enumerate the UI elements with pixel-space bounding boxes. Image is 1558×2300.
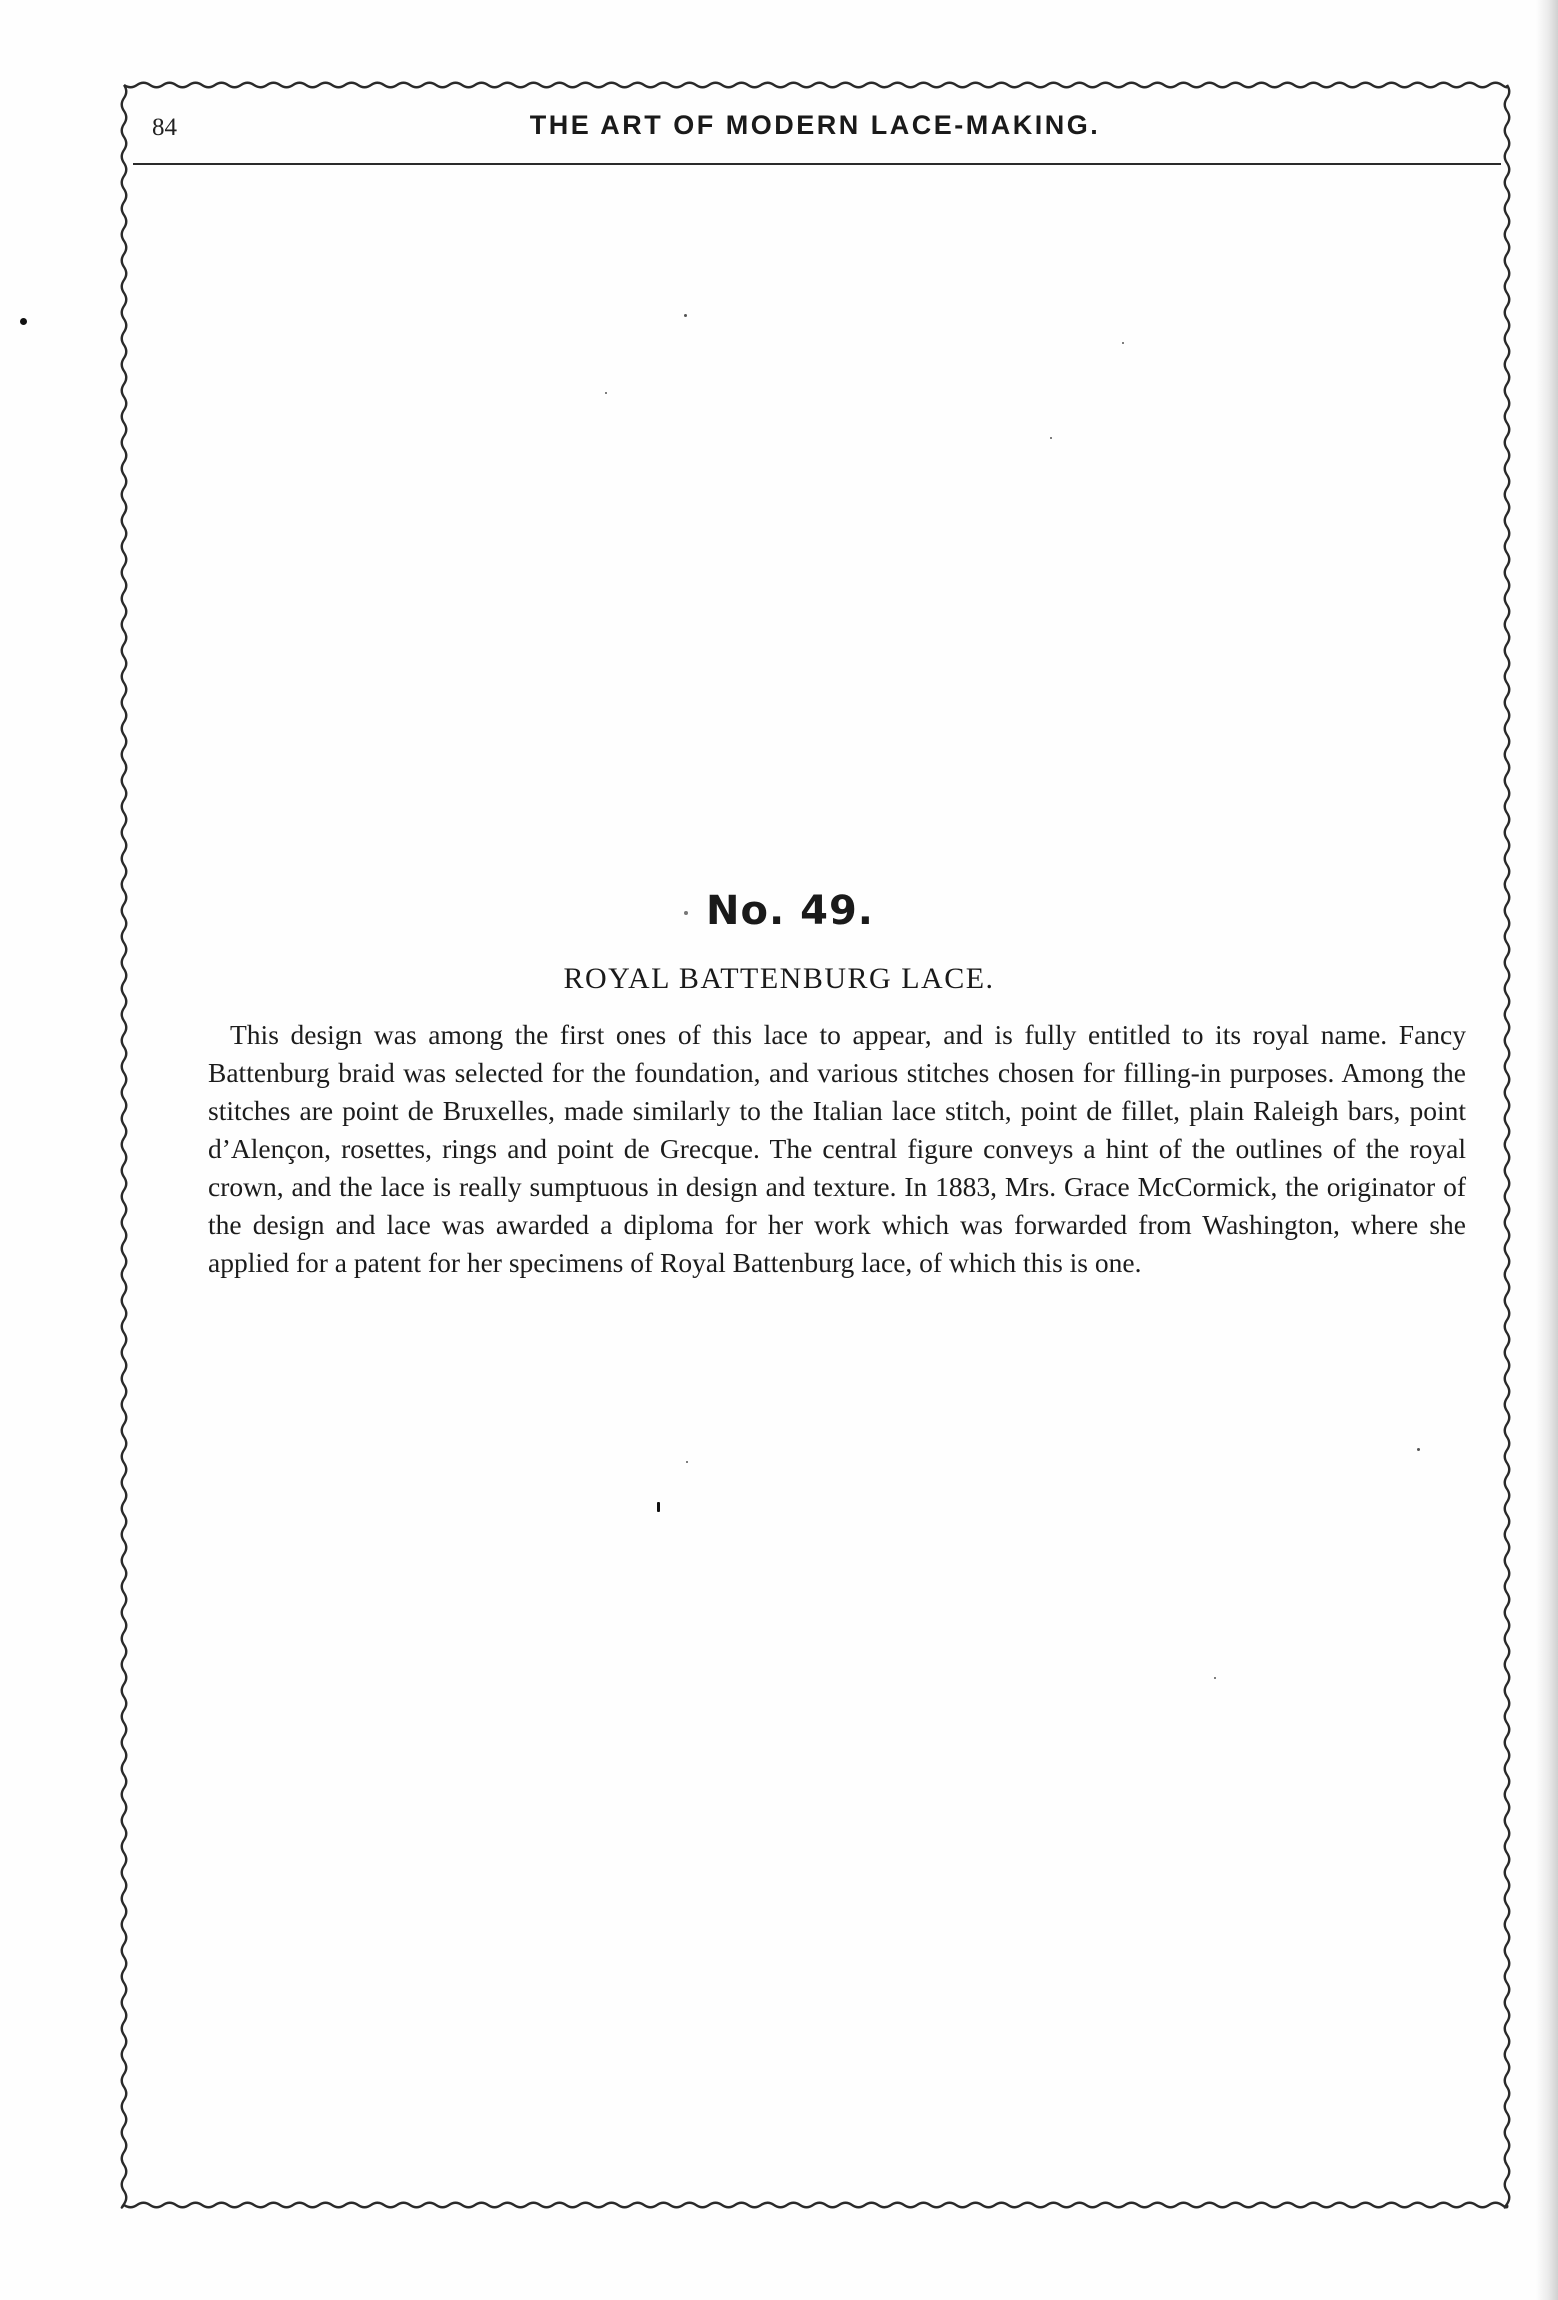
- border-right-wavy: [1505, 85, 1510, 2208]
- scan-speck: [657, 1502, 660, 1512]
- border-bottom-wavy: [124, 2203, 1507, 2208]
- scan-speck: [20, 318, 27, 325]
- scan-speck: [605, 392, 607, 394]
- scan-speck: [1417, 1448, 1420, 1451]
- pattern-description: This design was among the first ones of this lace to appear, and is fully entitled to its royal name. Fancy Battenburg braid was selected for the foundation, and various stitches chosen for filling-in purposes. Among the stitches are point de Bruxelles, made similarly to the Italian lace stitch, point de fillet, plain Raleigh bars, point d’Alençon, rosettes, rings and point de Grecque. The central figure conveys a hint of the outlines of the royal crown, and the lace is really sumptuous in design and texture. In 1883, Mrs. Grace McCormick, the originator of the design and lace was awarded a diploma for her work which was forwarded from Washington, where she applied for a patent for her specimens of Royal Battenburg lace, of which this is one.: [208, 1019, 1466, 1278]
- scan-speck: [684, 314, 687, 317]
- pattern-number-heading: [0, 888, 1558, 934]
- printer-mark-dot: [684, 911, 688, 915]
- scan-speck: [1050, 437, 1052, 439]
- scan-speck: [1122, 342, 1124, 344]
- page-number: 84: [152, 114, 177, 141]
- pattern-title: ROYAL BATTENBURG LACE.: [563, 962, 995, 995]
- scan-speck: [1214, 1677, 1216, 1679]
- page-header: [130, 106, 1500, 156]
- border-top-wavy: [124, 83, 1507, 88]
- pattern-number-text: No. 49.: [706, 888, 874, 934]
- header-rule: [133, 163, 1501, 165]
- scan-speck: [686, 1461, 688, 1463]
- border-left-wavy: [122, 85, 127, 2208]
- running-title: THE ART OF MODERN LACE-MAKING.: [529, 110, 1101, 140]
